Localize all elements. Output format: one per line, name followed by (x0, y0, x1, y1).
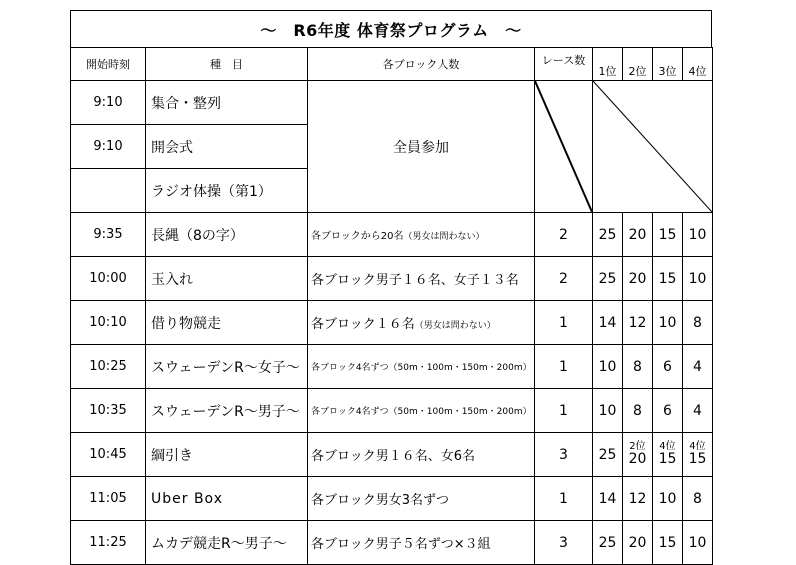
points-1: 25 (593, 521, 623, 565)
table-row (71, 301, 713, 345)
header-rank-2: 2位 (623, 48, 653, 81)
time-cell: 10:10 (71, 301, 146, 345)
races-cell: 1 (535, 477, 593, 521)
points-1: 25 (593, 257, 623, 301)
points-3: 15 (653, 213, 683, 257)
people-cell: 各ブロック男女3名ずつ (308, 477, 535, 521)
time-cell: 10:35 (71, 389, 146, 433)
points-1: 25 (593, 213, 623, 257)
points-4-value: 15 (688, 451, 707, 467)
points-3: 6 (653, 389, 683, 433)
people-note: （男女は問わない） (403, 232, 485, 242)
table-row (71, 477, 713, 521)
people-cell: 各ブロック男子５名ずつ×３組 (308, 521, 535, 565)
people-cell (308, 213, 535, 257)
event-cell: スウェーデンR～男子～ (146, 389, 308, 433)
points-4: 4 (683, 389, 713, 433)
points-2: 8 (623, 345, 653, 389)
people-all-cell: 全員参加 (308, 81, 535, 213)
header-races: レース数 (535, 48, 593, 81)
races-cell: 2 (535, 257, 593, 301)
header-event: 種 目 (146, 48, 308, 81)
races-diagonal-cell (535, 81, 593, 213)
points-1: 10 (593, 345, 623, 389)
races-cell: 1 (535, 389, 593, 433)
points-2-stacked (623, 433, 653, 477)
header-row (71, 48, 713, 81)
time-cell: 10:45 (71, 433, 146, 477)
points-3-stacked (653, 433, 683, 477)
people-cell (308, 301, 535, 345)
time-cell: 9:35 (71, 213, 146, 257)
points-2-value: 20 (628, 451, 647, 467)
points-2-rank-label: 2位 (629, 441, 646, 452)
races-cell: 2 (535, 213, 593, 257)
people-cell: 各ブロック男子１６名、女子１３名 (308, 257, 535, 301)
diagonal-line (593, 81, 712, 212)
table-row (71, 433, 713, 477)
table-row (71, 521, 713, 565)
time-cell: 10:25 (71, 345, 146, 389)
points-4: 8 (683, 477, 713, 521)
points-2: 20 (623, 257, 653, 301)
points-3-rank-label: 4位 (659, 441, 676, 452)
event-cell: 集合・整列 (146, 81, 308, 125)
table-row (71, 81, 713, 125)
header-time: 開始時刻 (71, 48, 146, 81)
points-4: 8 (683, 301, 713, 345)
points-2: 20 (623, 213, 653, 257)
people-cell: 各ブロック4名ずつ（50m・100m・150m・200m） (308, 345, 535, 389)
event-cell: 長縄（8の字） (146, 213, 308, 257)
document-title: ～ R6年度 体育祭プログラム ～ (70, 10, 712, 47)
points-2: 20 (623, 521, 653, 565)
event-cell: 綱引き (146, 433, 308, 477)
event-cell: ムカデ競走R～男子～ (146, 521, 308, 565)
event-cell: 借り物競走 (146, 301, 308, 345)
points-3: 10 (653, 477, 683, 521)
points-1: 25 (593, 433, 623, 477)
people-note: （男女は問わない） (414, 321, 496, 331)
points-3: 15 (653, 521, 683, 565)
races-cell: 1 (535, 301, 593, 345)
time-cell: 10:00 (71, 257, 146, 301)
points-3: 6 (653, 345, 683, 389)
header-people: 各ブロック人数 (308, 48, 535, 81)
points-3: 10 (653, 301, 683, 345)
points-3-value: 15 (658, 451, 677, 467)
points-4-rank-label: 4位 (689, 441, 706, 452)
people-main: 各ブロック１６名 (311, 317, 415, 332)
time-cell (71, 169, 146, 213)
event-cell: ラジオ体操（第1） (146, 169, 308, 213)
points-3: 15 (653, 257, 683, 301)
races-cell: 1 (535, 345, 593, 389)
races-cell: 3 (535, 433, 593, 477)
header-rank-1: 1位 (593, 48, 623, 81)
table-row (71, 345, 713, 389)
points-1: 10 (593, 389, 623, 433)
program-sheet (70, 10, 712, 565)
points-4-stacked (683, 433, 713, 477)
points-4: 10 (683, 257, 713, 301)
races-cell: 3 (535, 521, 593, 565)
event-cell: 玉入れ (146, 257, 308, 301)
time-cell: 9:10 (71, 125, 146, 169)
points-4: 10 (683, 521, 713, 565)
points-2: 12 (623, 301, 653, 345)
table-row (71, 389, 713, 433)
table-row (71, 257, 713, 301)
table-row (71, 213, 713, 257)
header-rank-4: 4位 (683, 48, 713, 81)
event-cell: スウェーデンR～女子～ (146, 345, 308, 389)
diagonal-line (535, 81, 592, 212)
people-cell: 各ブロック4名ずつ（50m・100m・150m・200m） (308, 389, 535, 433)
points-4: 10 (683, 213, 713, 257)
time-cell: 11:25 (71, 521, 146, 565)
time-cell: 9:10 (71, 81, 146, 125)
time-cell: 11:05 (71, 477, 146, 521)
header-rank-3: 3位 (653, 48, 683, 81)
program-table (70, 47, 713, 565)
points-1: 14 (593, 301, 623, 345)
people-main: 各ブロックから20名 (311, 231, 404, 242)
points-1: 14 (593, 477, 623, 521)
points-2: 12 (623, 477, 653, 521)
people-cell: 各ブロック男１６名、女6名 (308, 433, 535, 477)
points-2: 8 (623, 389, 653, 433)
event-cell: Uber Box (146, 477, 308, 521)
ranks-diagonal-cell (593, 81, 713, 213)
event-cell: 開会式 (146, 125, 308, 169)
points-4: 4 (683, 345, 713, 389)
